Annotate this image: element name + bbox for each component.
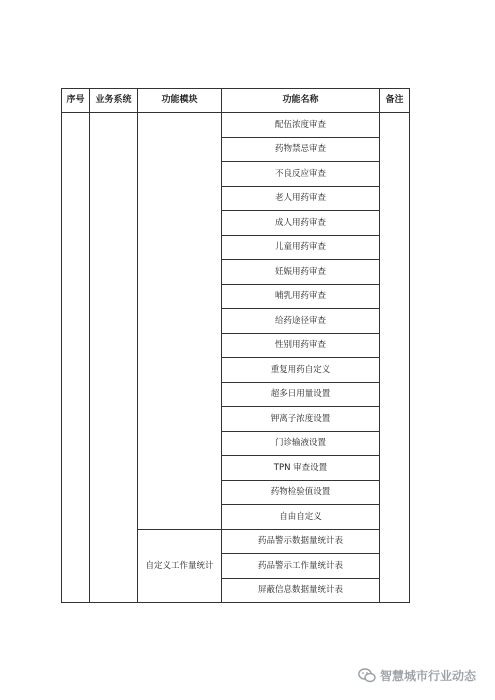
header-seq: 序号	[62, 89, 90, 113]
module-cell: 自定义工作量统计	[138, 529, 222, 603]
wechat-icon	[358, 668, 376, 683]
header-remark: 备注	[380, 89, 410, 113]
table-row	[62, 113, 410, 138]
module-cell	[138, 113, 222, 530]
header-function: 功能名称	[222, 89, 380, 113]
function-name-cell: 不良反应审查	[222, 162, 380, 187]
header-system: 业务系统	[90, 89, 138, 113]
function-name-cell: 性别用药审查	[222, 333, 380, 358]
system-cell	[90, 113, 138, 603]
remark-cell	[380, 113, 410, 603]
source-watermark	[358, 666, 476, 684]
function-name-cell: 妊娠用药审查	[222, 260, 380, 285]
function-name-cell: 超多日用量设置	[222, 382, 380, 407]
function-name-cell: 药物检验值设置	[222, 480, 380, 505]
header-module: 功能模块	[138, 89, 222, 113]
function-name-cell: 药品警示数据量统计表	[222, 529, 380, 554]
function-name-cell: 老人用药审查	[222, 186, 380, 211]
function-name-cell: 钾离子浓度设置	[222, 407, 380, 432]
function-name-cell: 配伍浓度审查	[222, 113, 380, 138]
function-name-cell: 自由自定义	[222, 505, 380, 530]
function-name-cell: 屏蔽信息数据量统计表	[222, 578, 380, 603]
function-name-cell: 重复用药自定义	[222, 358, 380, 383]
function-name-cell: 门诊输液设置	[222, 431, 380, 456]
function-table	[61, 88, 410, 603]
function-name-cell: 成人用药审查	[222, 211, 380, 236]
function-name-cell: TPN 审查设置	[222, 456, 380, 481]
function-name-cell: 药物禁忌审查	[222, 137, 380, 162]
table-header-row	[62, 89, 410, 113]
function-name-cell: 哺乳用药审查	[222, 284, 380, 309]
function-name-cell: 给药途径审查	[222, 309, 380, 334]
seq-cell	[62, 113, 90, 603]
watermark-text: 智慧城市行业动态	[380, 668, 477, 683]
function-name-cell: 儿童用药审查	[222, 235, 380, 260]
function-name-cell: 药品警示工作量统计表	[222, 554, 380, 579]
